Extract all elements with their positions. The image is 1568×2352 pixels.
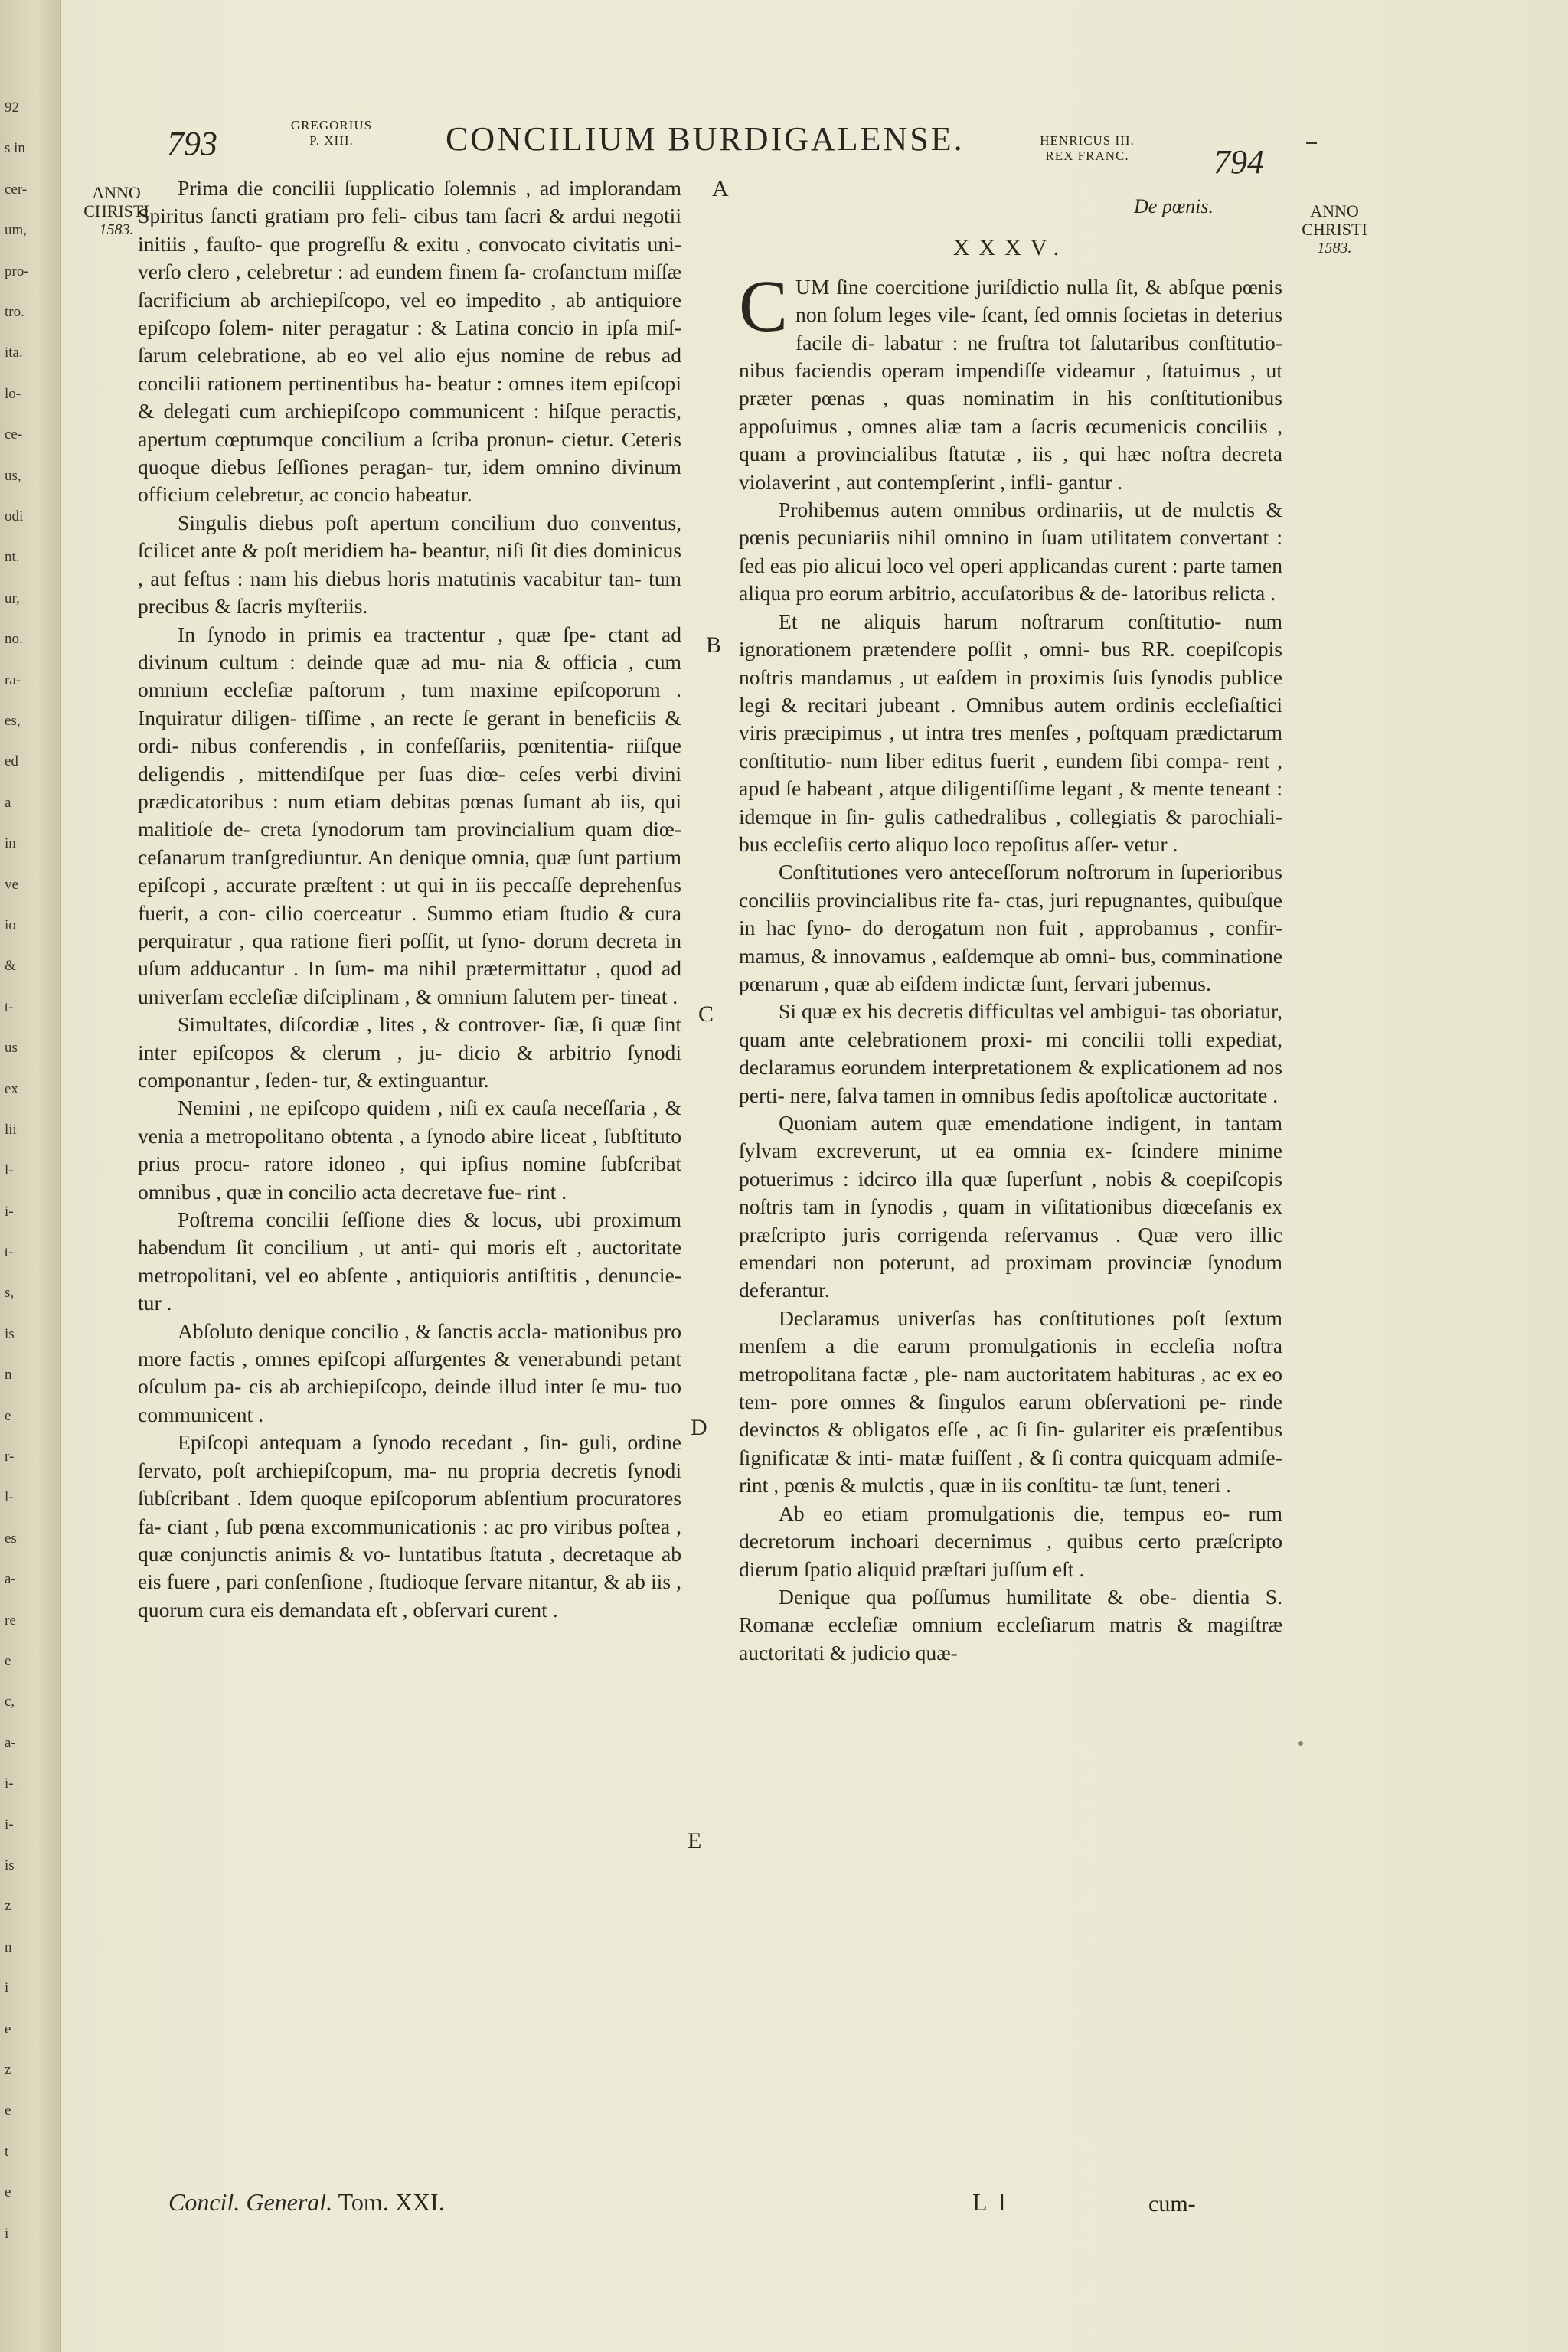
section-marker-e: E xyxy=(688,1828,702,1854)
spine-fragment: no. xyxy=(5,631,23,648)
margin-note-line: ANNO xyxy=(1310,201,1359,220)
spine-fragment: ra- xyxy=(5,671,21,688)
spine-fragment: ve xyxy=(5,876,18,893)
section-marker-d: D xyxy=(691,1415,707,1440)
spine-fragment: 92 xyxy=(5,100,19,116)
paragraph: Declaramus univerſas has conſtitutiones poſt ſextum menſem a die earum promulgationis in eccleſia noſtra metropolitana factæ , ple- nam auctoritatem habituras , ac ex eo tem- pore omnes & ſingulos earum obſervationi pe- rinde devinctos & obligatos eſſe , ac ſi ſin- gulariter eis præſentibus ſignificatæ & inti- matæ fuiſſent , & ſi contra quicquam admiſe- rint , pœnis & mulctis , quæ in iis conſtitu- tæ ſunt, teneri . xyxy=(739,1305,1282,1498)
spine-fragment: es xyxy=(5,1530,17,1547)
spine-fragment: ita. xyxy=(5,345,23,361)
paragraph: Simultates, diſcordiæ , lites , & controver- ſiæ, ſi quæ ſint inter epiſcopos & clerum , ju- dicio & arbitrio ſynodi componantur , ſeden- tur, & extinguantur. xyxy=(138,1012,681,1092)
paragraph: Et ne aliquis harum noſtrarum conſtitutio- num ignorationem prætendere poſſit , omni- bus RR. coepiſcopis noſtris mandamus , ut eaſdem in proximis ſuis ſynodis publice legi & recitari jubeant . Omnibus autem ordinis eccleſiaſtici viris præcipimus , ut intra tres menſes , poſtquam prædictarum conſtitutio- num liber editus fuerit , eundem ſibi compa- rent , apud ſe habeant , atque diligentiſſime legant , & mente teneant : idemque in ſin- gulis cathedralibus , collegiatis & parochiali- bus eccleſiis certo aliquo loco repoſitus aſſer- vetur . xyxy=(739,609,1282,856)
paragraph: Si quæ ex his decretis difficultas vel ambigui- tas oboriatur, quam ante celebrationem proxi- mi concilii tolli expediat, declaramus eorundem interpretationem & explicationem ad nos perti- nere, ſalva tamen in omnibus ſedis apoſtolicæ auctoritate . xyxy=(739,999,1282,1107)
left-page-number: 793 xyxy=(167,125,217,162)
spine-fragment: ce- xyxy=(5,426,23,443)
spine-fragment: e xyxy=(5,2102,11,2119)
paragraph: Ab eo etiam promulgationis die, tempus eo- rum decretorum inchoari decernimus , quibus certo præſcripto dierum ſpatio aliquid præſtari juſſum eſt . xyxy=(739,1501,1282,1581)
footer-source xyxy=(168,2188,445,2216)
spine-fragment: ex xyxy=(5,1080,18,1097)
paragraph-with-drop-cap xyxy=(739,264,1282,496)
spine-fragment: a- xyxy=(5,1571,16,1588)
section-title: De pœnis. xyxy=(1134,195,1214,217)
paragraph: Singulis diebus poſt apertum concilium duo conventus, ſcilicet ante & poſt meridiem ha- beantur, niſi ſit dies dominicus , aut feſtus : nam his diebus horis matutinis vacabitur tan- tum precibus & ſacris myſteriis. xyxy=(138,510,681,619)
footer-collection: Concil. General. xyxy=(168,2188,333,2216)
spine-fragment: pro- xyxy=(5,263,29,279)
spine-fragment: cer- xyxy=(5,181,28,198)
spine-fragment: is xyxy=(5,1325,15,1342)
margin-note-line: ANNO xyxy=(92,183,141,202)
drop-cap: C xyxy=(739,264,789,347)
spine-fragment: ur, xyxy=(5,590,20,606)
spine-fragment: es, xyxy=(5,712,21,729)
margin-note-right xyxy=(1285,202,1384,257)
spine-fragment: io xyxy=(5,916,16,933)
spine-previous-page xyxy=(0,0,61,2352)
margin-note-line: CHRISTI xyxy=(83,201,149,220)
spine-fragment: i- xyxy=(5,1775,14,1792)
spine-fragment: i- xyxy=(5,1816,14,1833)
paragraph: Conſtitutiones vero anteceſſorum noſtrorum in ſuperioribus conciliis provincialibus rite fa- ctas, juri repugnantes, quibuſque in hac ſyno- do derogatum non fuit , approbamus , confir- mamus, & innovamus , eaſdemque ab omni- bus, comminatione pœnarum , quæ ab eiſdem indictæ ſunt, ſervari jubemus. xyxy=(739,860,1282,995)
left-column xyxy=(138,175,681,1624)
signature-mark: L l xyxy=(972,2188,1009,2216)
spine-fragment: e xyxy=(5,2020,11,2037)
header-rule xyxy=(1306,142,1317,144)
catchword: cum- xyxy=(1148,2191,1196,2216)
spine-fragment: t- xyxy=(5,998,14,1015)
running-head-line: GREGORIUS xyxy=(290,118,373,132)
spine-fragment: t xyxy=(5,2143,9,2160)
right-running-head xyxy=(1018,133,1156,164)
spine-fragment: n xyxy=(5,1939,12,1955)
footer-tome: Tom. XXI. xyxy=(338,2188,445,2216)
spine-fragment: s in xyxy=(5,140,25,157)
margin-note-line: CHRISTI xyxy=(1302,220,1367,239)
margin-note-year: 1583. xyxy=(99,221,134,238)
spine-fragment: t- xyxy=(5,1244,14,1261)
running-head-line: P. XIII. xyxy=(309,133,354,148)
ink-speck xyxy=(1298,1741,1303,1746)
spine-fragment: c, xyxy=(5,1694,15,1710)
spine-fragment: i xyxy=(5,1980,9,1997)
paragraph-text: UM ſine coercitione juriſdictio nulla ſit, & abſque pœnis non ſolum leges vile- ſcant, ſed omnis ſocietas in deterius facile di- labatur : ne fruſtra tot ſalutaribus conſtitutio- nibus faciendis operam impendiſſe videamur , ſtatuimus , ut præter pœnas , quas nominatim in his conſtitutionibus appoſuimus , omnes aliæ tam a ſacris œcumenicis conciliis , quam a provincialibus ſtatutæ , iis , qui hæc noſtra decreta violaverint , aut contempſerint , infli- gantur . xyxy=(739,274,1282,494)
right-column xyxy=(739,175,1282,1667)
right-page-number: 794 xyxy=(1214,143,1264,181)
spine-fragment: odi xyxy=(5,508,24,524)
spine-fragment: is xyxy=(5,1857,15,1874)
spine-fragment: i xyxy=(5,2225,9,2242)
spine-fragment: lii xyxy=(5,1121,17,1138)
spine-fragment: a xyxy=(5,794,11,811)
spine-fragment: tro. xyxy=(5,303,24,320)
section-marker-b: B xyxy=(706,632,722,658)
paragraph: Abſoluto denique concilio , & ſanctis accla- mationibus pro more factis , omnes epiſcopi aſſurgentes & venerabundi petant oſculum pa- cis ab archiepiſcopo, deinde illud inter ſe mu- tuo communicent . xyxy=(138,1318,681,1426)
spine-fragment: n xyxy=(5,1367,12,1383)
spine-fragment: s, xyxy=(5,1285,15,1302)
page-header xyxy=(0,115,1568,181)
spine-fragment: us xyxy=(5,1040,18,1057)
spine-fragment: l- xyxy=(5,1162,14,1179)
paragraph: Epiſcopi antequam a ſynodo recedant , ſin- guli, ordine ſervato, poſt archiepiſcopum, ma- nu propria decretis ſynodi ſubſcribant . Idem quoque epiſcoporum abſentium procuratores fa- ciant , ſub pœna excommunicationis : ac pro viribus poſtea , quæ conjunctis animis & vo- luntatibus ſtatuta , decretaque ab eis fuere , pari conſenſione , ſtudioque ſervare nitantur, & ab iis , quorum cura eis demandata eſt , obſervari curent . xyxy=(138,1430,681,1622)
section-marker-c: C xyxy=(698,1001,714,1027)
running-head-line: REX FRANC. xyxy=(1045,149,1129,163)
spine-fragment: um, xyxy=(5,222,28,239)
paragraph: Quoniam autem quæ emendatione indigent, in tantam ſylvam excreverunt, ut ea omnia ex- ſcindere minime potuerimus : idcirco illa quæ ſuperſunt , nobis & coepiſcopis noſtris tam in ſynodis , quam in viſitationibus diœceſanis ex præſcripto juris corrigenda reſervamus . Quæ vero illic emendari non poterunt, ad proximam provinciæ ſynodum deferantur. xyxy=(739,1111,1282,1302)
spine-fragment: ed xyxy=(5,753,18,770)
paragraph: Poſtrema concilii ſeſſione dies & locus, ubi proximum habendum ſit concilium , ut anti- qui moris eſt , auctoritate metropolitani, vel eo abſente , antiquioris antiſtitis , denuncie- tur . xyxy=(138,1207,681,1315)
paragraph: Denique qua poſſumus humilitate & obe- dientia S. Romanæ eccleſiæ omnium eccleſiarum matris & magiſtræ auctoritati & judicio quæ- xyxy=(739,1584,1282,1664)
paragraph: In ſynodo in primis ea tractentur , quæ ſpe- ctant ad divinum cultum : deinde quæ ad mu- nia & officia , cum omnium eccleſiæ paſtorum , tum maxime epiſcoporum . Inquiratur diligen- tiſſime , an recte ſe gerant in beneficiis & ordi- nibus conferendis , in confeſſariis, pœnitentia- riiſque deligendis , mittendiſque per ſuas diœ- ceſes verbi divini prædicatoribus : num etiam debitas pœnas ſumant ab iis, qui malitioſe de- creta ſynodorum tam provincialium quam diœ- ceſanarum tranſgrediuntur. An denique omnia, quæ ſunt partium epiſcopi , accurate præſtent : ut qui in iis peccaſſe deprehenſus fuerit, a con- cilio coerceatur . Summo etiam ſtudio & cura perquiratur , qua ratione fieri poſſit, ut ſyno- dorum decreta in uſum adducantur . In ſum- ma nihil prætermittatur , quod ad univerſam eccleſiæ diſciplinam , & omnium ſalutem per- tineat . xyxy=(138,622,681,1008)
section-marker-a: A xyxy=(712,176,729,201)
spine-fragment: & xyxy=(5,958,16,975)
spine-fragment: l- xyxy=(5,1489,14,1506)
spine-fragment: e xyxy=(5,2184,11,2201)
paragraph: Prohibemus autem omnibus ordinariis, ut de mulctis & pœnis pecuniariis nihil omnino in ſuam utilitatem convertant : ſed eas pio alicui loco vel operi applicandas curent : parte tamen aliqua pro eorum arbitrio, accuſatoribus & de- latoribus relicta . xyxy=(739,498,1282,606)
spine-fragment: re xyxy=(5,1612,16,1628)
spine-fragment: lo- xyxy=(5,385,21,402)
spine-fragment: z xyxy=(5,1898,11,1915)
section-number: XXXV. xyxy=(952,235,1069,261)
paragraph: Nemini , ne epiſcopo quidem , niſi ex cauſa neceſſaria , & venia a metropolitano obtenta , a ſynodo abire liceat , ſubſtituto prius procu- ratore idoneo , qui ipſius nomine ſubſcribat omnibus , quæ in concilio acta decretave fue- rint . xyxy=(138,1096,681,1204)
margin-note-year: 1583. xyxy=(1317,240,1352,256)
spine-fragment: e xyxy=(5,1653,11,1670)
running-head-line: HENRICUS III. xyxy=(1040,133,1135,148)
spine-fragment: in xyxy=(5,835,16,852)
spine-fragment: a- xyxy=(5,1734,16,1751)
spine-fragment: r- xyxy=(5,1449,15,1465)
spine-fragment: e xyxy=(5,1407,11,1424)
spine-fragment: i- xyxy=(5,1203,14,1220)
left-running-head xyxy=(282,118,381,149)
page-title: CONCILIUM BURDIGALENSE. xyxy=(446,120,965,158)
spine-fragment: z xyxy=(5,2062,11,2079)
spine-fragment: nt. xyxy=(5,549,20,566)
spine-fragment: us, xyxy=(5,467,21,484)
paragraph: Prima die concilii ſupplicatio ſolemnis , ad implorandam Spiritus ſancti gratiam pro feli- cibus tam ſacri & ardui negotii initiis , fauſto- que progreſſu & exitu , convocato civitatis uni- verſo clero , celebretur : ad eundem finem ſa- croſanctum miſſæ ſacrificium ab archiepiſcopo, vel eo impedito , ab antiquiore epiſcopo ſolem- niter peragatur : & Latina concio in ipſa miſ- ſarum celebratione, ab eo vel alio ejus nomine de rebus ad concilii rationem pertinentibus ha- beatur : omnes item epiſcopi & delegati cum archiepiſcopo communicent : hiſque peractis, apertum cœptumque concilium a ſcriba pronun- cietur. Ceteris quoque diebus ſeſſiones peragan- tur, idem omnino divinum officium celebretur, ac concio habeatur. xyxy=(138,176,681,507)
